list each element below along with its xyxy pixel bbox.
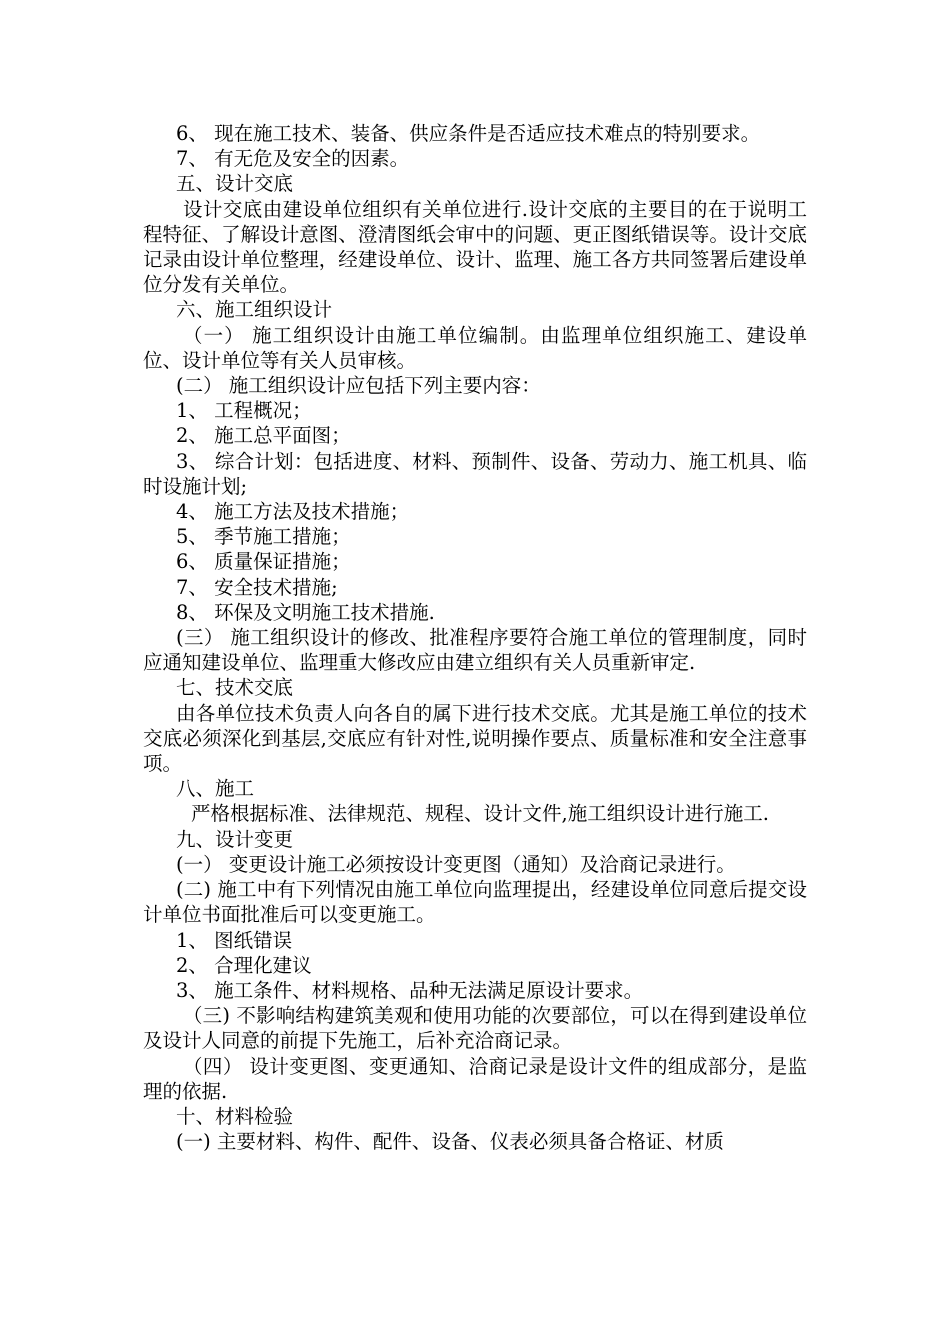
paragraph: (一) 主要材料、构件、配件、设备、仪表必须具备合格证、材质 <box>176 1130 724 1154</box>
section-heading: 七、技术交底 <box>176 676 294 700</box>
paragraph: （四） 设计变更图、变更通知、洽商记录是设计文件的组成部分，是监理的依据. <box>143 1054 807 1103</box>
list-item: 2、 合理化建议 <box>176 953 312 977</box>
list-item: 7、 安全技术措施; <box>176 575 338 599</box>
section-heading: 九、设计变更 <box>176 827 294 851</box>
paragraph: (三） 施工组织设计的修改、批准程序要符合施工单位的管理制度，同时应通知建设单位、监理重大修改应由建立组织有关人员重新审定. <box>143 626 807 675</box>
section-heading: 五、设计交底 <box>176 172 294 196</box>
list-item: 2、 施工总平面图； <box>176 424 351 448</box>
list-item: 1、 工程概况； <box>176 399 312 423</box>
list-item: 7、 有无危及安全的因素。 <box>176 147 410 171</box>
list-item: 1、 图纸错误 <box>176 928 293 952</box>
paragraph: (二） 施工组织设计应包括下列主要内容： <box>176 374 541 398</box>
section-heading: 六、施工组织设计 <box>176 298 333 322</box>
list-item: 6、 质量保证措施； <box>176 550 351 574</box>
list-item: 3、 综合计划：包括进度、材料、预制件、设备、劳动力、施工机具、临时设施计划; <box>143 449 807 498</box>
paragraph: 由各单位技术负责人向各自的属下进行技术交底。尤其是施工单位的技术交底必须深化到基层,交底应有针对性,说明操作要点、质量标准和安全注意事项。 <box>143 701 807 776</box>
document-page <box>143 121 807 1154</box>
list-item: 8、 环保及文明施工技术措施. <box>176 600 435 624</box>
list-item: 3、 施工条件、材料规格、品种无法满足原设计要求。 <box>176 978 644 1002</box>
paragraph: （三) 不影响结构建筑美观和使用功能的次要部位，可以在得到建设单位及设计人同意的前提下先施工，后补充洽商记录。 <box>143 1004 807 1053</box>
paragraph: (二) 施工中有下列情况由施工单位向监理提出，经建设单位同意后提交设计单位书面批准后可以变更施工。 <box>143 878 807 927</box>
list-item: 4、 施工方法及技术措施； <box>176 500 410 524</box>
list-item: 6、 现在施工技术、装备、供应条件是否适应技术难点的特别要求。 <box>176 122 761 145</box>
list-item: 5、 季节施工措施； <box>176 525 351 549</box>
paragraph: （一） 施工组织设计由施工单位编制。由监理单位组织施工、建设单位、设计单位等有关人员审核。 <box>143 323 807 372</box>
section-heading: 八、施工 <box>176 777 255 801</box>
section-heading: 十、材料检验 <box>176 1104 294 1128</box>
paragraph: (一） 变更设计施工必须按设计变更图（通知）及洽商记录进行。 <box>176 852 736 876</box>
paragraph: 严格根据标准、法律规范、规程、设计文件,施工组织设计进行施工. <box>191 802 769 826</box>
paragraph: 设计交底由建设单位组织有关单位进行.设计交底的主要目的在于说明工程特征、了解设计意图、澄清图纸会审中的问题、更正图纸错误等。设计交底记录由设计单位整理，经建设单位、设计、监理、施工各方共同签署后建设单位分发有关单位。 <box>143 197 807 297</box>
